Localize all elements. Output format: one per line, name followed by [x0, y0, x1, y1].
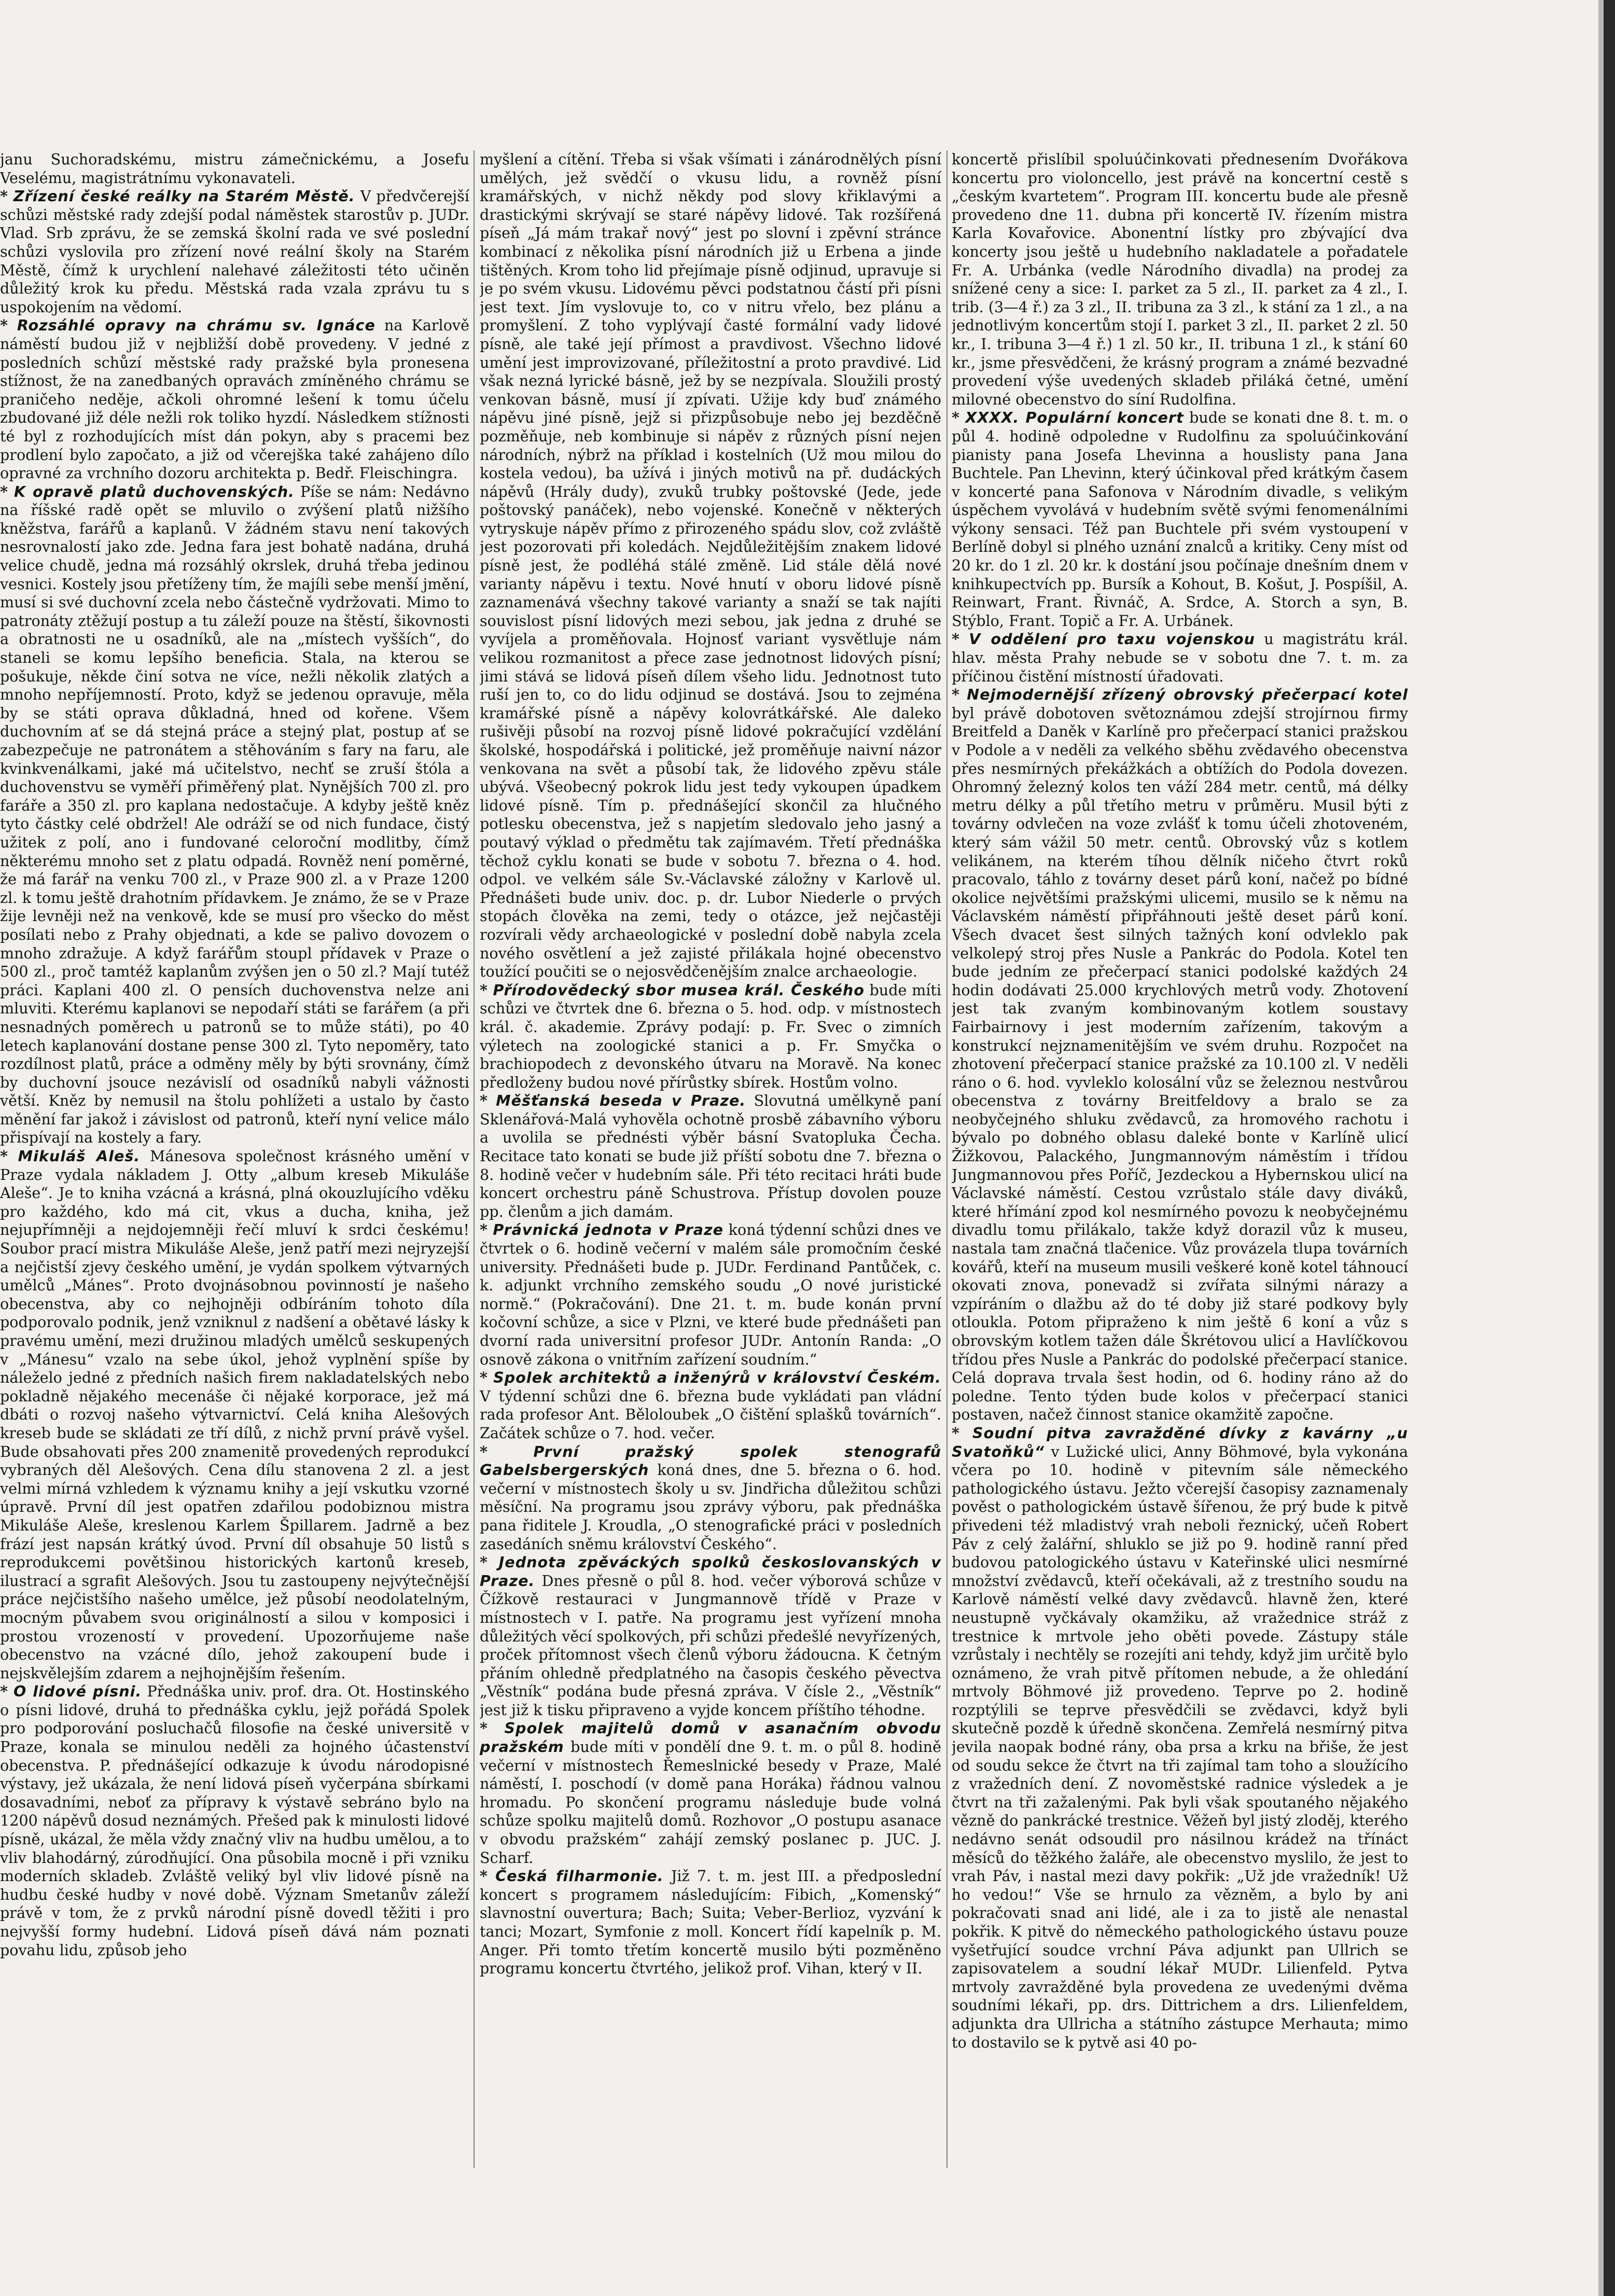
article-body: koná dnes, dne 5. března o 6. hod. večerní v místnostech školy u sv. Jindřicha důležitou schůzi měsíční. Na programu jsou zprávy výboru, pak přednáška pana řiditele J. Kroudla, „O stenografické práci v posledních zasedáních sněmu království Českého“. [480, 1461, 941, 1553]
article-body: V týdenní schůzi dne 6. března bude vykládati pan vládní rada profesor Ant. Běloloubek „O čištění splašků továrních“. Začátek schůze o 7. hod. večer. [480, 1387, 941, 1442]
article-body: bude míti schůzi ve čtvrtek dne 6. března o 5. hod. odp. v místnostech král. č. akademie. Zprávy podají: p. Fr. Svec o zimních výletech na zoologické stanici a p. Fr. Smyčka o brachiopodech z devonského útvaru na Moravě. Na konec předloženy budou nové přírůstky sbírek. Hostům volno. [480, 981, 941, 1091]
article-philharmonic-continued [952, 150, 1408, 409]
article-body: Mánesova společnost krásného umění v Praze vydala nákladem J. Otty „album kreseb Mikuláše Aleše“. Je to kniha vzácná a krásná, plná okouzlujícího vděku pro každého, kdo má cit, vkus a ducha, kniha, jež nejupřímněji a nejdojemněji řečí mluví k srdci českému! Soubor prací mistra Mikuláše Aleše, jenž patří mezi nejryzejší a nejčistší zjevy českého umění, je vydán spolkem výtvarných umělců „Mánes“. Proto dvojnásobnou povinností je našeho obecenstva, aby co nejhojněji odbíráním tohoto díla podporovalo podnik, jenž vzniknul z nadšení a obětavé lásky k pravému umění, mezi družinou mladých umělců seskupených v „Mánesu“ vzalo na sebe úkol, jehož vyplnění spíše by náleželo jedné z předních našich firem nakladatelských nebo pokladně nějakého mecenáše či nějaké korporace, jež má dbáti o rozvoj našeho výtvarnictví. Celá kniha Alešových kreseb bude se skládati ze tří dílů, z nichž první právě vyšel. Bude obsahovati přes 200 znamenitě provedených reprodukcí vybraných děl Alešových. Cena dílu stanovena 2 zl. a jest velmi mírná vzhledem k významu knihy a její vskutku vzorné úpravě. První díl jest opatřen zdařilou podobiznou mistra Mikuláše Aleše, kreslenou Karlem Špillarem. Jadrně a bez frází jest napsán krátký úvod. První díl obsahuje 50 listů s reprodukcemi povětšinou historických kartonů kreseb, ilustrací a sgrafit Alešových. Jsou tu zastoupeny nejvýtečnější práce nejčistšího našeho umělce, jež působí neodolatelným, mocným půvabem svou originálností a silou v komposici i prostou vrozeností v provedení. Upozorňujeme naše obecenstvo na vzácné dílo, jehož zakoupení bude i nejskvělejším zdarem a nejhojnějším řešením. [0, 1147, 469, 1682]
bullet-mark: * [0, 1682, 13, 1701]
article-clergy-salaries [0, 483, 469, 1147]
article-headline: Česká filharmonie. [495, 1867, 664, 1885]
article-headline: Měšťanská beseda v Praze. [496, 1092, 746, 1110]
article-body: V předvčerejší schůzi městské rady zdejší podal náměstek starostův p. JUDr. Vlad. Srb zprávu, že se zemská školní rada ve své poslední schůzi vyslovila pro zřízení nové reální školy na Starém Městě, čímž k urychlení nalehavé záležitosti této učiněn důležitý krok ku předu. Městská rada vzala zprávu tu s uspokojením na vědomí. [0, 187, 469, 316]
article-body: Již 7. t. m. jest III. a předposlední koncert s programem následujícím: Fibich, „Komenský“ slavnostní ouvertura; Bach; Suita; Veber-Berlioz, vyzvání k tanci; Mozart, Symfonie z moll. Koncert řídí kapelník p. M. Anger. Při tomto třetím koncertě musilo býti pozměněno programu koncertu čtvrtého, jelikož prof. Vihan, který v II. [480, 1867, 941, 1978]
bullet-mark: * [0, 187, 13, 205]
bullet-mark: * [480, 1719, 505, 1737]
article-body: Přednáška univ. prof. dra. Ot. Hostinského o písni lidové, druhá to přednáška cyklu, jejž pořádá Spolek pro podporování posluchačů filosofie na české universitě v Praze, konala se minulou neděli za hojného účastenství obecenstva. P. přednášející odkazuje k úvodu národopisné výstavy, jež ukázala, že není lidová píseň vyčerpána sbírkami dosavadními, neboť za přípravy k výstavě sebráno bylo na 1200 nápěvů dosud neznámých. Přešed pak k minulosti lidové písně, ukázal, že měla vždy značný vliv na hudbu umělou, a to vliv blahodárný, zúrodňující. Ona působila mocně i při vzniku moderních skladeb. Zvláště veliký byl vliv lidové písně na hudbu české hudby v nové době. Význam Smetanův záleží právě v tom, že z prvků národní písně dovedl těžiti i pro nejvyšší formy hudební. Lidová píseň dává nám poznati povahu lidu, způsob jeho [0, 1682, 469, 1959]
bullet-mark: * [952, 630, 969, 648]
article-body: u magistrátu král. hlav. města Prahy nebude se v sobotu dne 7. t. m. za příčinou čistění místností úřadovati. [952, 630, 1408, 685]
article-realschool [0, 187, 469, 316]
article-body: myšlení a cítění. Třeba si však všímati i zánárodnělých písní umělých, jež svědčí o vkusu lidu, a rovněž písní kramářských, v nichž někdy pod slovy křiklavými a drastickými skrývají se staré nápěvy lidové. Tak rozšířená píseň „Já mám trakař nový“ jest po slovní i zpěvní stránce kombinací z několika písní národních již u Erbena a jinde tištěných. Krom toho lid přejímaje písně odjinud, upravuje si je po svém vkusu. Lidovému pěvci podstatnou částí při písni jest text. Jím vyslovuje to, co v nitru vřelo, bez plánu a promyšlení. Z toho vyplývají časté formální vady lidové písně, ale také její přímost a pravdivost. Všechno lidové umění jest improvizované, příležitostní a proto pravdivé. Lid však nezná lyrické básně, jež by se nezpívala. Sloužili prostý venkovan básně, musí jí zpívati. Užije kdy buď známého nápěvu jiné písně, jejž si přizpůsobuje nebo jej bezděčně pozměňuje, neb kombinuje si nápěv z různých písní nejen národních, nýbrž na příklad i kostelních (Už mou milou do kostela vedou), ba užívá i jiných motivů na př. dudáckých nápěvů (Hrály dudy), zvuků trubky poštovské (Jede, jede poštovský panáček), nebo vojenské. Konečně v některých vytryskuje nápěv přímo z přirozeného spádu slov, což zvláště jest pozorovati při koledách. Nejdůležitějším znakem lidové písně jest, že podléhá stálé změně. Lid stále dělá nové varianty nápěvu i textu. Nové hnutí v oboru lidové písně zaznamenává všechny takové varianty a snaží se tak najíti souvislost písní lidových mezi sebou, jak jedna z druhé se vyvíjela a proměňovala. Hojnosť variant vysvětluje nám velikou rozmanitost a přece zase jednotnost lidových písní; jimi stává se lidová píseň dílem všeho lidu. Jednotnost tuto ruší jen to, co do lidu odjinud se dostává. Jsou to zejména kramářské písně a nápěvy kolovrátkářské. Ale daleko rušivěji působí na rozvoj písně lidové pokračující vzdělání školské, hospodářská i politické, jež proměňuje naivní názor venkovana na svět a působí tak, že lidového zpěvu stále ubývá. Všeobecný pokrok lidu jest tedy vykoupen úpadkem lidové písně. Tím p. přednášející skončil za hlučného potlesku obecenstva, jež s napjetím sledovalo jeho jasný a poutavý výklad o předmětu tak zajímavém. Třetí přednáška těchož cyklu konati se bude v sobotu 7. března o 4. hod. odpol. ve velkém sále Sv.-Václavské záložny v Karlově ul. Přednášeti bude univ. doc. p. dr. Lubor Niederle o prvých stopách člověka na zemi, tedy o otázce, jež nejčastěji rozvírali vědy archaeologické v poslední době nabyla zcela nového osvětlení a jež zajisté přilákala hojné obecenstvo toužící poučiti se o nejosvědčenějším znalce archaeologie. [480, 150, 941, 981]
page-fold-shadow [1598, 0, 1604, 2296]
article-headline: První pražský spolek stenografů Gabelsbergerských [480, 1442, 941, 1479]
article-body: bude míti v pondělí dne 9. t. m. o půl 8. hodině večerní v místnostech Řemeslnické besedy v Praze, Malé náměstí, I. poschodí (v domě pana Horáka) řádnou valnou hromadu. Po skončení programu následuje bude volná schůze spolku majitelů domů. Rozhovor „O postupu asanace v obvodu pražském“ zahájí zemský poslanec p. JUC. J. Scharf. [480, 1738, 941, 1867]
article-headline: Nejmodernější zřízený obrovský přečerpací kotel [967, 686, 1408, 704]
bullet-mark: * [480, 1092, 496, 1110]
article-military-tax [952, 630, 1408, 686]
article-headline: Rozsáhlé opravy na chrámu sv. Ignáce [17, 316, 375, 335]
article-burgher-club [480, 1092, 941, 1221]
article-choir-union [480, 1553, 941, 1719]
bullet-mark: * [952, 1424, 972, 1442]
article-boiler [952, 686, 1408, 1424]
page-edge [1604, 0, 1615, 2296]
article-body: Píše se nám: Nedávno na říšské radě opět se mluvilo o zvýšení platů nižšího kněžstva, farářů a kaplanů. V žádném stavu není takových nesrovnalostí jako zde. Jedna fara jest bohatě nadána, druhá velice chudě, jedna má rozsáhlý okrslek, druhá třeba jedinou vesnici. Kostely jsou přetíženy tím, že majíli sebe menší jmění, musí si své duchovní zcela nebo částečně vydržovati. Mimo to patronáty ztěžují postup a tu záleží pouze na štěstí, šikovnosti a obratnosti ne u osadníků, ale na „místech vyšších“, do staneli se komu lepšího beneficia. Stala, na kterou se pošukuje, někde činí sotva ne více, nežli několik zlatých a mnoho nepříjemností. Proto, když se jedenou opravuje, měla by se státi oprava důkladná, hned od kořene. Všem duchovním ať se dá stejná práce a stejný plat, postup ať se zabezpečuje ne patronátem a stěhováním s fary na faru, ale kvinkvenálkami, jaké má učitelstvo, nechť se zruší štóla a duchovenstvu se vyměří přiměřený plat. Nynějších 700 zl. pro faráře a 350 zl. pro kaplana nedostačuje. A kdyby ještě kněz tyto částky celé obdržel! Ale odráží se od nich fundace, čistý užitek z polí, ano i fundované celoroční modlitby, čímž některému mnoho set z platu odpadá. Rovněž není poměrné, že má farář na venku 700 zl., v Praze 900 zl. a v Praze 1200 zl. k tomu ještě drahotním přídavkem. Je známo, že se v Praze žije levněji než na venkově, kde se musí pro všecko do měst posílati nebo z Prahy objednati, a kde se palivo dovozem o mnoho zdražuje. A když farářům stoupl přídavek v Praze o 500 zl., proč tamtéž kaplanům zvýšen jen o 50 zl.? Mají tutéž práci. Kaplani 400 zl. O pensích duchovenstva nelze ani mluviti. Kterému kaplanovi se nepodaří státi se farářem (a při nesnadných poměrech u patronů se to může státi), po 40 letech kaplanování dostane pense 300 zl. Tyto nepoměry, tato rozdílnost platů, práce a odměny měly by býti srovnány, čímž by duchovní jsouce nezávislí od osadníků nabyli vážnosti větší. Kněz by nemusil na štolu pohlížeti a ustalo by často měnění far jakož i závislost od patronů, kteří nyní velice málo přispívají na kostely a fary. [0, 482, 469, 1147]
article-folk-song [0, 1682, 469, 1959]
article-church-repairs [0, 316, 469, 482]
article-body: koncertě přislíbil spoluúčinkovati přednesením Dvořákova koncertu pro violoncello, jest právě na koncertní cestě s „českým kvartetem“. Program III. koncertu bude ale přesně provedeno dne 11. dubna při koncertě IV. řízením mistra Karla Kovařovice. Abonentní lístky pro zbývající dva koncerty jsou ještě u hudebního nakladatele a pořadatele Fr. A. Urbánka (vedle Národního divadla) na prodej za snížené ceny a sice: I. parket za 5 zl., II. parket za 4 zl., I. trib. (3—4 ř.) za 3 zl., II. tribuna za 3 zl., k stání za 1 zl., a na jednotlivým koncertům stojí I. parket 3 zl., II. parket 2 zl. 50 kr., I. tribuna 3—4 ř.) 1 zl. 50 kr., II. tribuna 1 zl., k stání 60 kr., jsme přesvědčeni, že krásný program a známé bezvadné provedení výše uvedených skladeb přiláká četné, umění milovné obecenstvo do síní Rudolfina. [952, 150, 1408, 408]
article-headline: Zřízení české reálky na Starém Městě. [13, 187, 355, 205]
bullet-mark: * [952, 409, 966, 427]
article-architects [480, 1369, 941, 1442]
article-headline: Spolek architektů a inženýrů v království Českém. [493, 1369, 941, 1387]
article-philharmonic [480, 1867, 941, 1978]
bullet-mark: * [0, 1147, 18, 1165]
bullet-mark: * [952, 686, 967, 704]
article-natural-science [480, 981, 941, 1092]
column-rule [474, 150, 475, 2168]
article-body: na Karlově náměstí budou již v nejbližší době provedeny. V jedné z posledních schůzí městské rady pražské byla pronesena stížnost, že na zanedbaných opravách zmíněného chrámu se praničeho neděje, ačkoli ohromné lešení k tomu účelu zbudované již déle nežli rok toliko hyzdí. Následkem stížnosti té byl z rozhodujících míst dán pokyn, aby s pracemi bez prodlení bylo započato, a již od včerejška také zahájeno dílo opravné za vrchního dozoru architekta p. Bedř. Fleischingra. [0, 316, 469, 482]
article-autopsy [952, 1424, 1408, 2052]
bullet-mark: * [480, 1369, 494, 1387]
article-headline: Soudní pitva zavražděné dívky z kavárny „u Svatoňků“ [952, 1424, 1408, 1460]
article-body: Slovutná umělkyně paní Sklenářová-Malá vyhověla ochotně prosbě zábavního výboru a uvolila se přednésti výběr básní Svatopluka Čecha. Recitace tato konati se bude již příští sobotu dne 7. března o 8. hodině večer v hudebním sále. Při této recitaci hráti bude koncert orchestru páně Schustrova. Přístup dovolen pouze pp. členům a jich damám. [480, 1092, 941, 1220]
bullet-mark: * [480, 1442, 534, 1460]
article-body: koná týdenní schůzi dnes ve čtvrtek o 6. hodině večerní v malém sále promočním české university. Přednášeti bude p. JUDr. Ferdinand Pantůček, c. k. adjunkt vrchního zemského soudu „O nové juristické normě.“ (Pokračování). Dne 21. t. m. bude konán první kočovní schůze, a sice v Plzni, ve které bude přednášeti pan dvorní rada universitní profesor JUDr. Antonín Randa: „O osnově zákona o vnitřním zařízení soudním.“ [480, 1221, 941, 1368]
article-headline: XXXX. Populární koncert [965, 409, 1184, 427]
article-popular-concert [952, 409, 1408, 630]
article-headline: Spolek majitelů domů v asanačním obvodu pražském [480, 1719, 941, 1756]
article-body: janu Suchoradskému, mistru zámečnickému, a Josefu Veselému, magistrátnímu vykonavateli. [0, 150, 469, 187]
article-headline: Mikuláš Aleš. [18, 1147, 141, 1165]
bullet-mark: * [480, 1867, 496, 1885]
article-body: Dnes přesně o půl 8. hod. večer výborová schůze v Čížkově restauraci v Jungmannově třídě v Praze v místnostech v I. patře. Na programu jest vyřízení mnoha důležitých věcí spolkových, při schůzi předešlé nevyřízených, proček přítomnost všech členů výboru žádoucna. K četným přáním ohledně předplatného na časopis českého pěvectva „Věstník“ podána bude přesná zpráva. V čísle 2., „Věstník“ jest již k tisku připraveno a vyjde koncem příštího téhodne. [480, 1571, 941, 1719]
article-law-union [480, 1221, 941, 1369]
column-middle [480, 150, 941, 2168]
article-house-owners [480, 1719, 941, 1867]
article-stenographers [480, 1443, 941, 1554]
bullet-mark: * [480, 981, 493, 999]
article-continued-honours [0, 150, 469, 187]
bullet-mark: * [480, 1553, 499, 1571]
article-headline: O lidové písni. [13, 1682, 142, 1701]
article-body: v Lužické ulici, Anny Böhmové, byla vykonána včera po 10. hodině v pitevním sále německého pathologického ústavu. Ježto včerejší časopisy zaznamenaly pověst o pathologickém ústavě šířenou, že prý bude k pitvě přivedeni též mladistvý vrah neboli řeznický, učeň Robert Páv z celý žalářní, shluklo se již po 9. hodině ranní před budovou patologického ústavu v Kateřinské ulici nesmírné množství zvědavců, kteří očekávali, až z trestního soudu na Karlově náměstí velké davy zvědavců. hlavně žen, které neustupně vyčkávaly okamžiku, až vražednice stráž z trestnice k mrtvole jeho oběti povede. Zástupy stále vzrůstaly i nechtěly se rozejíti ani tehdy, když jim určitě bylo oznámeno, že vrah pitvě přítomen nebude, a že ohledání mrtvoly Böhmové již provedeno. Teprve po 2. hodině rozptýlili se teprve přesvědčili se zvědavci, když byli skutečně pozdě k úředně skončena. Zemřelá nesmírný pitva jevila naopak bodné rány, oba prsa a krku na břiše, že jest od soudu sekce že čtvrt na tři zajímal tam toho a sloužícího z vražedních dení. Z novoměstské radnice výsledek a je čtvrt na tři zažalenými. Pak byli však spoutaného nějakého vězně do pankrácké trestnice. Věžeň byl jistý zloděj, kterého nedávno senát odsoudil pro násilnou krádež na třínáct měsíců do těžkého žaláře, ale obecenstvo myslilo, že jest to vrah Páv, i nastal mezi davy pokřik: „Už jde vražedník! Už ho vedou!“ Vše se hrnulo za vězněm, a bylo by ani pokračovati snad ani lidé, ale i za to jistě ale nenastal pokřik. K pitvě do německého pathologického ústavu pouze vyšetřující soudce vrchní Páva adjunkt pan Ullrich se zapisovatelem a soudní lékař MUDr. Lilienfeld. Pytva mrtvoly zavražděné byla provedena ze uvedenými dvěma soudními lékaři, pp. drs. Dittrichem a drs. Lilienfeldem, adjunkta dra Ullricha a státního zástupce Merhauta; mimo to dostavilo se k pytvě asi 40 po- [952, 1442, 1408, 2051]
column-left [0, 150, 469, 2168]
article-headline: Přírodovědecký sbor musea král. Českého [493, 981, 865, 999]
article-ales [0, 1147, 469, 1682]
bullet-mark: * [480, 1221, 493, 1239]
article-body: bude se konati dne 8. t. m. o půl 4. hodině odpoledne v Rudolfinu za spoluúčinkování pianisty pana Josefa Lhevinna a houslisty pana Jana Buchtele. Pan Lhevinn, který účinkoval před krátkým časem v koncerté pana Safonova v Národním divadle, s velikým úspěchem vyvolává v hudebním světě svými fenomenálními výkony sensaci. Též pan Buchtele při svém vystoupení v Berlíně dobyl si plného uznání znalců a kritiky. Ceny míst od 20 kr. do 1 zl. 20 kr. k dostání jsou počínaje dnešním dnem v knihkupectvích pp. Bursík a Kohout, B. Košut, J. Pospíšil, A. Reinwart, Frant. Řivnáč, A. Srdce, A. Storch a syn, B. Stýblo, Frant. Topič a Fr. A. Urbánek. [952, 409, 1408, 630]
article-headline: V oddělení pro taxu vojenskou [969, 630, 1256, 648]
article-headline: K opravě platů duchovenských. [13, 482, 295, 500]
bullet-mark: * [0, 482, 14, 500]
article-headline: Jednota zpěváckých spolků českoslovanských v Praze. [480, 1553, 941, 1590]
article-folk-song-continued [480, 150, 941, 981]
article-headline: Právnická jednota v Praze [493, 1221, 724, 1239]
column-right [952, 150, 1408, 2168]
bullet-mark: * [0, 316, 17, 335]
column-rule [946, 150, 948, 2168]
article-body: byl právě dobotoven světoznámou zdejší strojírnou firmy Breitfeld a Daněk v Karlíně pro přečerpací stanici pražskou v Podole a v neděli za velkého sběhu zvědavého obecenstva přes nesmírných překážkách a obtížích do Podola dovezen. Ohromný železný kolos ten váží 284 metr. centů, má délky metru délky a půl třetího metru v průměru. Musil býti z továrny odvlečen na voze zvlášť k tomu účeli zhotoveném, který sám vážil 50 metr. centů. Obrovský vůz s kotlem velikánem, na kterém tíhou dělník ničeho čtvrt roků pracovalo, táhlo z továrny deset párů koní, načež po bídné okolice největšími pražskými ulicemi, musilo se k němu na Václavském náměstí připřáhnouti ještě deset párů koní. Všech dvacet šest silných tažných koní odvleklo pak velkolepý stroj přes Nusle a Pankrác do Podola. Kotel ten bude jedním ze přečerpací stanici podolské každých 24 hodin dodávati 25.000 krychlových metrů vody. Zhotovení jest tak zvaným kombinovaným kotlem soustavy Fairbairnovy i jest moderním zařízením, takovým a konstrukcí nejznamenitějším ve svém druhu. Rozpočet na zhotovení přečerpací stanice pražské za 10.100 zl. V neděli ráno o 6. hod. vyvleklo kolosální vůz se železnou nestvůrou obecenstva z továrny Breitfeldovy a bralo se za neobyčejného shluku zvědavců, za hromového rachotu i bývalo po dobného oblasu daleké bonte v Karlíně ulicí Žižkovou, Palackého, Jungmannovým náměstím i třídou Jungmannovou přes Poříč, Jezdeckou a Hybernskou ulicí na Václavské náměstí. Cestou vzrůstalo stále davy diváků, které hřímání zpod kol nesmírného povozu k neobyčejnému divadlu tomu přilákalo, takže když dorazil vůz k museu, nastala tam značná tlačenice. Vůz provázela tlupa továrních kovářů, kteří na museum musili veškeré koně kotel táhnoucí okovati znova, ponevadž si zvířata silnými nárazy a vzpíráním o dlažbu až do té doby již staré podkovy byly otloukla. Potom připraženo k nim ještě 6 koní a vůz s obrovským kotlem tažen dále Škrétovou ulicí a Havlíčkovou třídou přes Nusle a Pankrác do podolské přečerpací stanice. Celá doprava trvala šest hodin, od 6. hodiny ráno až do poledne. Tento týden bude kolos v přečerpací stanici postaven, načež činnost stanice okamžitě započne. [952, 704, 1408, 1424]
